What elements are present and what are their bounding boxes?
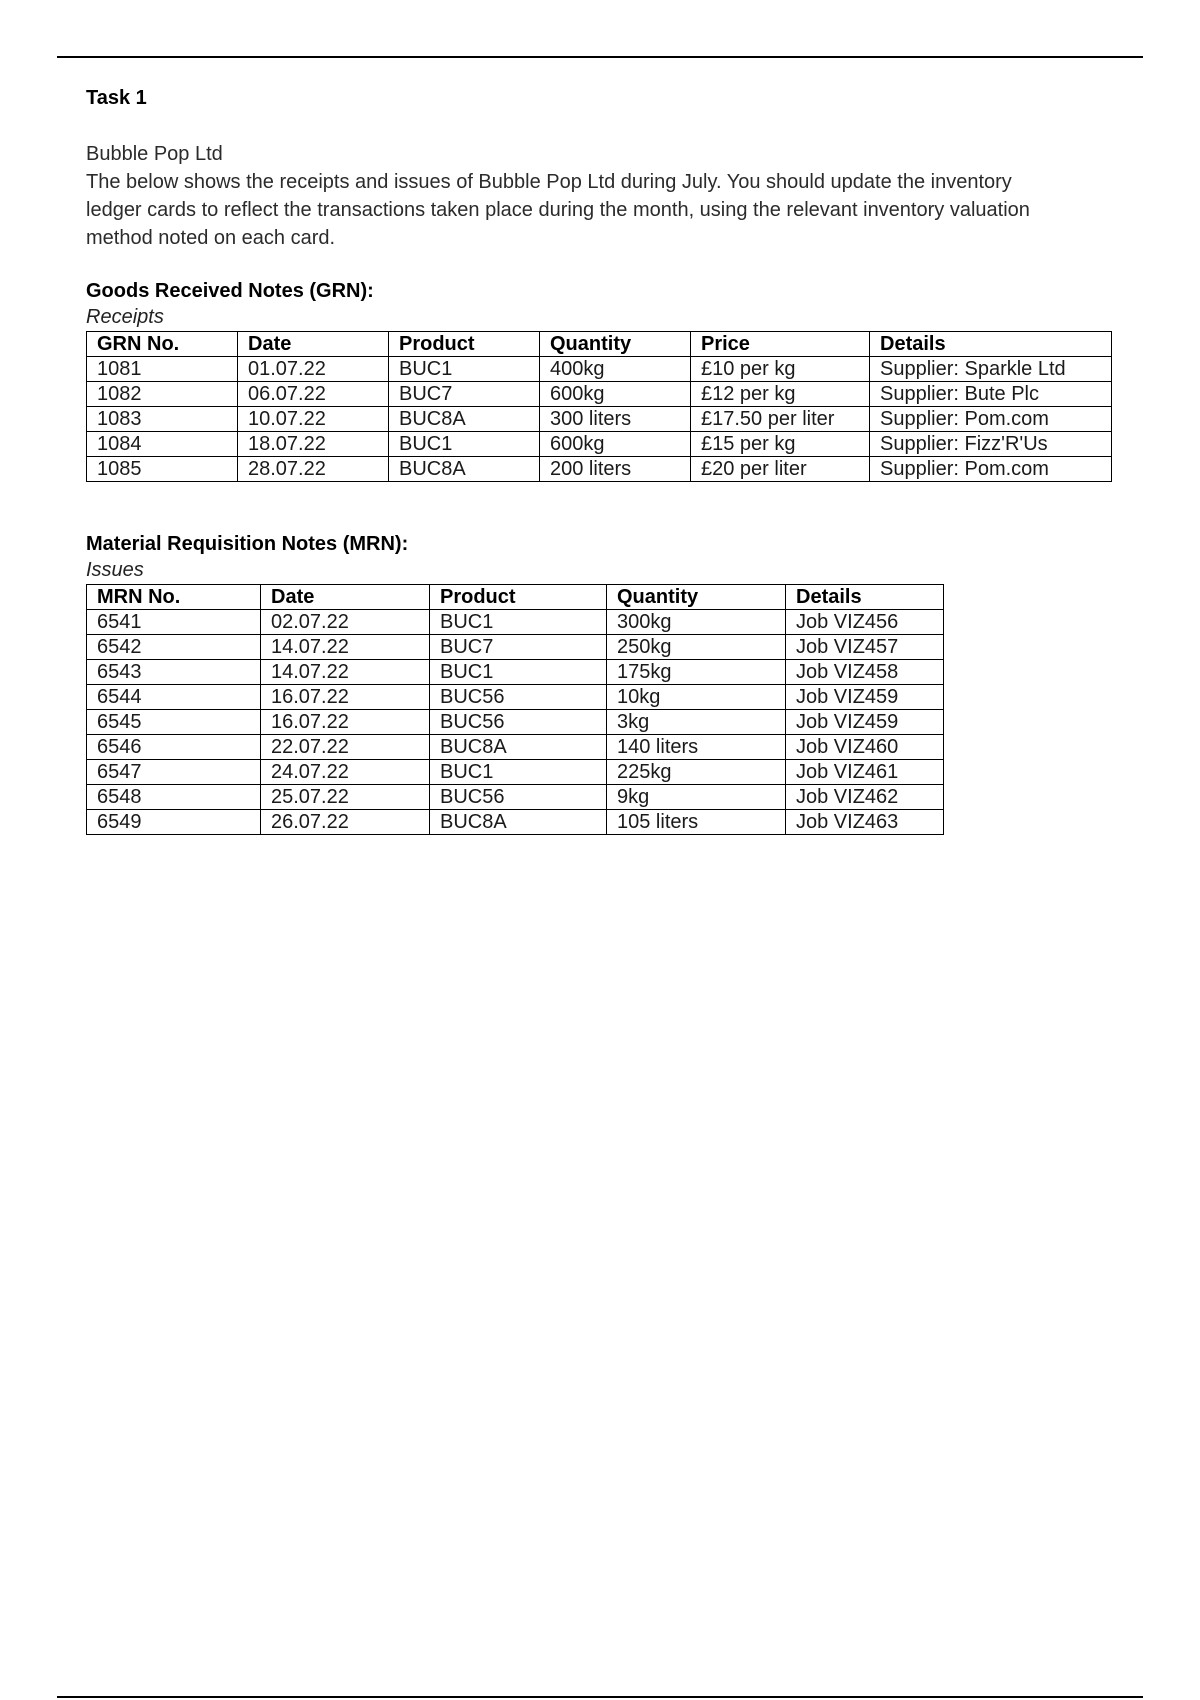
mrn-cell: Job VIZ459 [786, 710, 944, 735]
mrn-cell: 22.07.22 [261, 735, 430, 760]
company-name: Bubble Pop Ltd [86, 143, 223, 165]
mrn-cell: 6543 [87, 660, 261, 685]
mrn-cell: 6542 [87, 635, 261, 660]
mrn-cell: 16.07.22 [261, 685, 430, 710]
mrn-cell: BUC1 [430, 660, 607, 685]
grn-col-header: GRN No. [87, 332, 238, 357]
mrn-row [87, 810, 944, 835]
grn-cell: 400kg [540, 357, 691, 382]
mrn-row [87, 735, 944, 760]
mrn-cell: 26.07.22 [261, 810, 430, 835]
mrn-row [87, 685, 944, 710]
mrn-cell: 6541 [87, 610, 261, 635]
grn-cell: Supplier: Sparkle Ltd [870, 357, 1112, 382]
mrn-cell: BUC56 [430, 685, 607, 710]
mrn-cell: 25.07.22 [261, 785, 430, 810]
grn-cell: £10 per kg [691, 357, 870, 382]
mrn-cell: 16.07.22 [261, 710, 430, 735]
footer-rule [57, 1696, 1143, 1698]
grn-cell: £12 per kg [691, 382, 870, 407]
grn-cell: Supplier: Bute Plc [870, 382, 1112, 407]
mrn-row [87, 785, 944, 810]
mrn-row [87, 610, 944, 635]
grn-cell: BUC1 [389, 357, 540, 382]
grn-cell: 1081 [87, 357, 238, 382]
grn-cell: 600kg [540, 432, 691, 457]
task-title: Task 1 [86, 87, 147, 109]
document-body [86, 84, 1126, 835]
grn-table [86, 331, 1112, 482]
mrn-cell: 175kg [607, 660, 786, 685]
grn-cell: 1085 [87, 457, 238, 482]
grn-cell: BUC1 [389, 432, 540, 457]
mrn-cell: BUC7 [430, 635, 607, 660]
grn-cell: Supplier: Pom.com [870, 457, 1112, 482]
grn-cell: 18.07.22 [238, 432, 389, 457]
grn-cell: 01.07.22 [238, 357, 389, 382]
mrn-cell: 9kg [607, 785, 786, 810]
mrn-row [87, 760, 944, 785]
mrn-cell: Job VIZ458 [786, 660, 944, 685]
grn-section [86, 278, 1126, 482]
grn-row [87, 432, 1112, 457]
mrn-cell: BUC1 [430, 760, 607, 785]
grn-cell: BUC7 [389, 382, 540, 407]
grn-cell: £20 per liter [691, 457, 870, 482]
grn-cell: BUC8A [389, 407, 540, 432]
grn-cell: 200 liters [540, 457, 691, 482]
mrn-cell: BUC1 [430, 610, 607, 635]
mrn-cell: 14.07.22 [261, 635, 430, 660]
mrn-cell: Job VIZ459 [786, 685, 944, 710]
mrn-cell: 225kg [607, 760, 786, 785]
grn-row [87, 457, 1112, 482]
mrn-cell: 10kg [607, 685, 786, 710]
mrn-cell: 6546 [87, 735, 261, 760]
grn-cell: 1082 [87, 382, 238, 407]
mrn-cell: Job VIZ460 [786, 735, 944, 760]
grn-header-row [87, 332, 1112, 357]
intro-paragraph: The below shows the receipts and issues of Bubble Pop Ltd during July. You should update the inventory ledger cards to reflect the transactions taken place during the month, using the relevant inventory valuation method noted on each card. [86, 171, 1030, 249]
mrn-col-header: Details [786, 585, 944, 610]
mrn-cell: 6544 [87, 685, 261, 710]
mrn-cell: 140 liters [607, 735, 786, 760]
mrn-cell: 300kg [607, 610, 786, 635]
mrn-cell: Job VIZ456 [786, 610, 944, 635]
mrn-cell: 6545 [87, 710, 261, 735]
mrn-cell: BUC8A [430, 810, 607, 835]
mrn-cell: BUC56 [430, 785, 607, 810]
grn-subheading: Receipts [86, 306, 164, 328]
mrn-row [87, 710, 944, 735]
grn-cell: BUC8A [389, 457, 540, 482]
mrn-cell: Job VIZ457 [786, 635, 944, 660]
mrn-cell: Job VIZ463 [786, 810, 944, 835]
grn-col-header: Details [870, 332, 1112, 357]
grn-row [87, 357, 1112, 382]
mrn-cell: 6548 [87, 785, 261, 810]
mrn-section [86, 531, 1126, 835]
grn-col-header: Date [238, 332, 389, 357]
mrn-cell: 24.07.22 [261, 760, 430, 785]
mrn-table [86, 584, 944, 835]
mrn-col-header: Date [261, 585, 430, 610]
mrn-cell: BUC56 [430, 710, 607, 735]
mrn-cell: 6547 [87, 760, 261, 785]
grn-cell: 600kg [540, 382, 691, 407]
mrn-cell: Job VIZ461 [786, 760, 944, 785]
grn-cell: 300 liters [540, 407, 691, 432]
mrn-col-header: MRN No. [87, 585, 261, 610]
mrn-col-header: Quantity [607, 585, 786, 610]
header-rule [57, 56, 1143, 58]
grn-row [87, 382, 1112, 407]
mrn-cell: 6549 [87, 810, 261, 835]
mrn-cell: 02.07.22 [261, 610, 430, 635]
grn-cell: £15 per kg [691, 432, 870, 457]
mrn-subheading: Issues [86, 559, 144, 581]
grn-heading: Goods Received Notes (GRN): [86, 280, 374, 302]
grn-row [87, 407, 1112, 432]
mrn-col-header: Product [430, 585, 607, 610]
grn-cell: 1083 [87, 407, 238, 432]
grn-col-header: Price [691, 332, 870, 357]
grn-cell: Supplier: Pom.com [870, 407, 1112, 432]
mrn-cell: 14.07.22 [261, 660, 430, 685]
grn-cell: £17.50 per liter [691, 407, 870, 432]
grn-col-header: Product [389, 332, 540, 357]
mrn-cell: 3kg [607, 710, 786, 735]
grn-cell: 1084 [87, 432, 238, 457]
mrn-row [87, 635, 944, 660]
mrn-cell: 105 liters [607, 810, 786, 835]
mrn-header-row [87, 585, 944, 610]
grn-col-header: Quantity [540, 332, 691, 357]
grn-cell: 28.07.22 [238, 457, 389, 482]
mrn-heading: Material Requisition Notes (MRN): [86, 533, 409, 555]
mrn-cell: 250kg [607, 635, 786, 660]
grn-cell: 10.07.22 [238, 407, 389, 432]
mrn-row [87, 660, 944, 685]
mrn-cell: BUC8A [430, 735, 607, 760]
grn-cell: 06.07.22 [238, 382, 389, 407]
mrn-cell: Job VIZ462 [786, 785, 944, 810]
grn-cell: Supplier: Fizz'R'Us [870, 432, 1112, 457]
